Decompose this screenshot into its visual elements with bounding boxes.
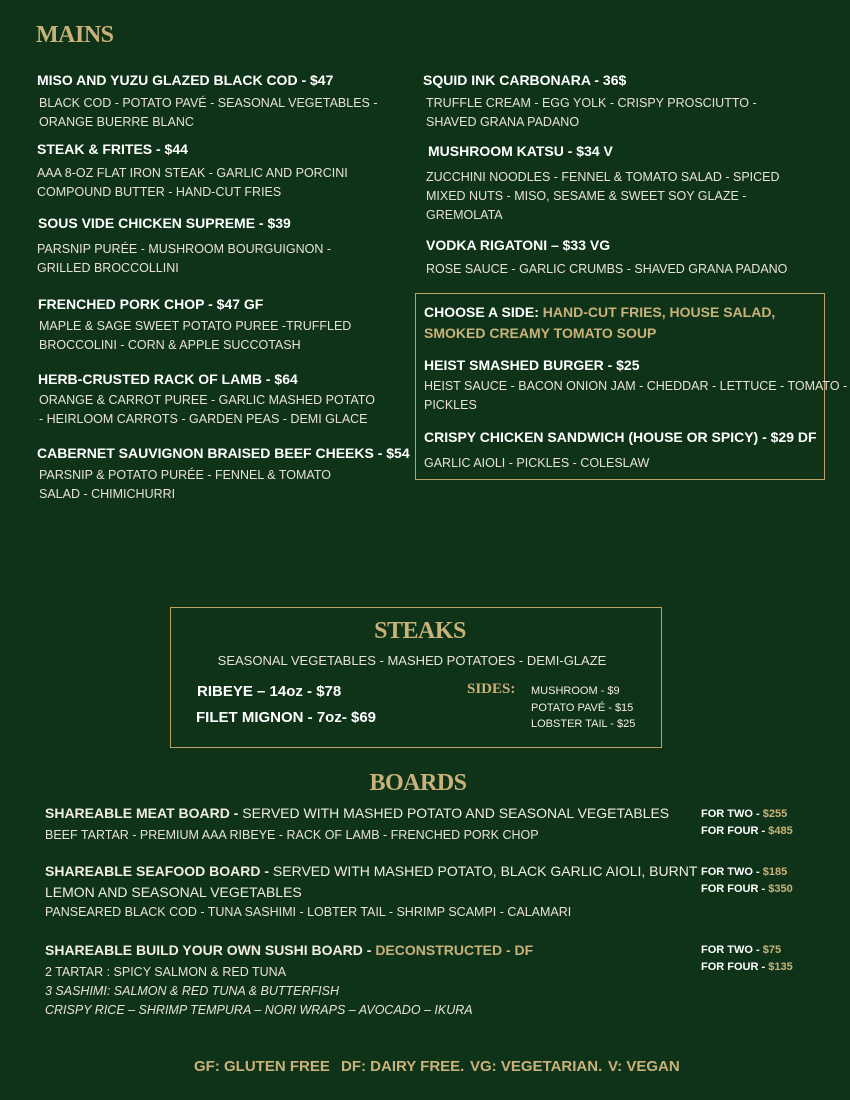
menu-item-desc: ZUCCHINI NOODLES - FENNEL & TOMATO SALAD - SPICED MIXED NUTS - MISO, SESAME & SWEET SOY GLAZE - GREMOLATA [426, 170, 780, 222]
menu-item-title: SQUID INK CARBONARA - 36$ [423, 72, 627, 88]
board-title: SHAREABLE BUILD YOUR OWN SUSHI BOARD - DECONSTRUCTED - DF [45, 942, 534, 958]
menu-item-desc: GARLIC AIOLI - PICKLES - COLESLAW [424, 456, 650, 470]
menu-item-title: CRISPY CHICKEN SANDWICH (HOUSE OR SPICY) - $29 DF [424, 429, 817, 445]
menu-item-title: MUSHROOM KATSU - $34 V [428, 143, 613, 159]
board-title: SHAREABLE SEAFOOD BOARD - SERVED WITH MASHED POTATO, BLACK GARLIC AIOLI, BURNT LEMON AND SEASONAL VEGETABLES [45, 863, 698, 900]
menu-item-title: CABERNET SAUVIGNON BRAISED BEEF CHEEKS - $54 [37, 445, 410, 461]
sides-label: SIDES: [467, 681, 516, 697]
board-prices: FOR TWO - $185 FOR FOUR - $350 [701, 866, 793, 895]
menu-item-desc: ORANGE & CARROT PUREE - GARLIC MASHED POTATO - HEIRLOOM CARROTS - GARDEN PEAS - DEMI GLACE [39, 393, 375, 426]
menu-item-desc: TRUFFLE CREAM - EGG YOLK - CRISPY PROSCIUTTO - SHAVED GRANA PADANO [426, 96, 757, 129]
choose-side-note: CHOOSE A SIDE: HAND-CUT FRIES, HOUSE SALAD, SMOKED CREAMY TOMATO SOUP [424, 304, 776, 341]
steaks-subtitle: SEASONAL VEGETABLES - MASHED POTATOES - DEMI-GLAZE [217, 653, 607, 668]
board-prices: FOR TWO - $255 FOR FOUR - $485 [701, 808, 793, 837]
menu-item-title: MISO AND YUZU GLAZED BLACK COD - $47 [37, 72, 334, 88]
steak-item: FILET MIGNON - 7oz- $69 [196, 709, 377, 726]
steaks-heading: STEAKS [374, 618, 466, 644]
steak-item: RIBEYE – 14oz - $78 [197, 683, 342, 700]
legend-gf: GF: GLUTEN FREE [194, 1058, 330, 1075]
boards-heading: BOARDS [369, 770, 467, 796]
menu-item-desc: PARSNIP & POTATO PURÉE - FENNEL & TOMATO SALAD - CHIMICHURRI [39, 468, 331, 501]
menu-item-title: SOUS VIDE CHICKEN SUPREME - $39 [38, 215, 291, 231]
board-desc: PANSEARED BLACK COD - TUNA SASHIMI - LOBTER TAIL - SHRIMP SCAMPI - CALAMARI [45, 905, 572, 919]
board-title: SHAREABLE MEAT BOARD - SERVED WITH MASHED POTATO AND SEASONAL VEGETABLES [45, 805, 670, 821]
board-desc: 2 TARTAR : SPICY SALMON & RED TUNA 3 SASHIMI: SALMON & RED TUNA & BUTTERFISH CRISPY RICE – SHRIMP TEMPURA – NORI WRAPS – AVOCADO – IKURA [45, 965, 473, 1017]
menu-item-title: HERB-CRUSTED RACK OF LAMB - $64 [38, 371, 298, 387]
menu-item-desc: AAA 8-OZ FLAT IRON STEAK - GARLIC AND PORCINI COMPOUND BUTTER - HAND-CUT FRIES [37, 166, 348, 199]
menu-item-title: STEAK & FRITES - $44 [37, 141, 188, 157]
board-prices: FOR TWO - $75 FOR FOUR - $135 [701, 944, 793, 973]
mains-heading: MAINS [36, 22, 114, 48]
menu-item-title: FRENCHED PORK CHOP - $47 GF [38, 296, 264, 312]
menu-item-desc: PARSNIP PURÉE - MUSHROOM BOURGUIGNON - GRILLED BROCCOLLINI [37, 242, 332, 275]
menu-item-desc: BLACK COD - POTATO PAVÉ - SEASONAL VEGETABLES - ORANGE BUERRE BLANC [39, 96, 378, 129]
sides-list: MUSHROOM - $9 POTATO PAVÉ - $15 LOBSTER TAIL - $25 [531, 685, 636, 730]
legend-v: V: VEGAN [608, 1058, 680, 1075]
menu-item-title: VODKA RIGATONI – $33 VG [426, 237, 611, 253]
legend-df: DF: DAIRY FREE. [341, 1058, 465, 1075]
menu-item-desc: MAPLE & SAGE SWEET POTATO PUREE -TRUFFLED BROCCOLINI - CORN & APPLE SUCCOTASH [39, 319, 352, 352]
legend-vg: VG: VEGETARIAN. [470, 1058, 603, 1075]
menu-item-title: HEIST SMASHED BURGER - $25 [424, 357, 640, 373]
menu-item-desc: HEIST SAUCE - BACON ONION JAM - CHEDDAR - LETTUCE - TOMATO - PICKLES [424, 379, 848, 412]
menu-item-desc: ROSE SAUCE - GARLIC CRUMBS - SHAVED GRANA PADANO [426, 262, 788, 276]
board-desc: BEEF TARTAR - PREMIUM AAA RIBEYE - RACK OF LAMB - FRENCHED PORK CHOP [45, 828, 539, 842]
